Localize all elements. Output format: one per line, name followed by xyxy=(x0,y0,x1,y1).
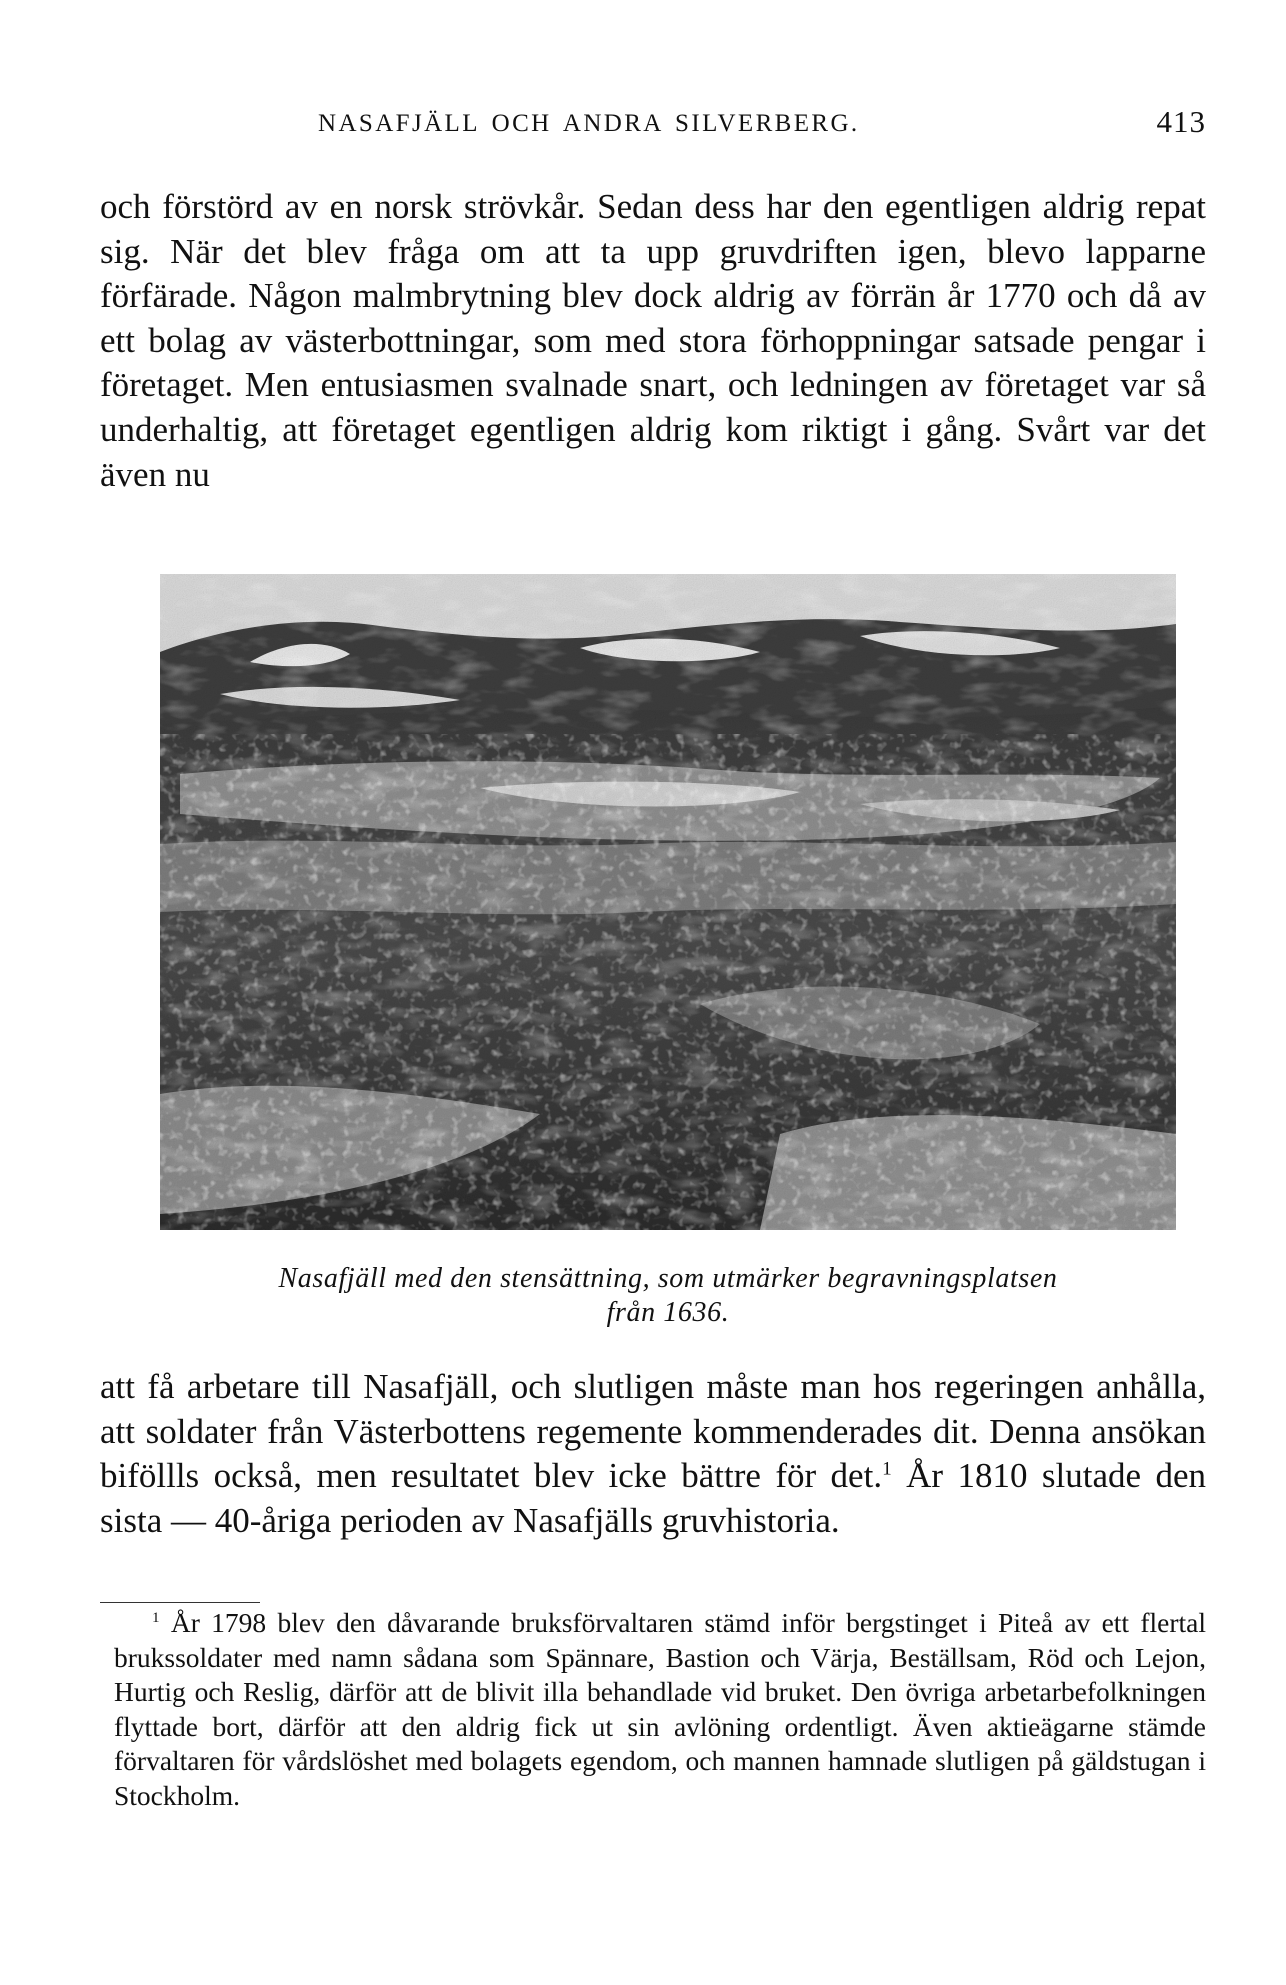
page-number: 413 xyxy=(1156,104,1206,139)
footnote-marker: 1 xyxy=(152,1609,160,1626)
paragraph-2-text-end: År 1810 slutade den sista — 40-åriga perioden av Nasafjälls gruvhistoria. xyxy=(100,1456,1206,1540)
caption-line-2: från 1636. xyxy=(606,1297,730,1328)
footnote xyxy=(114,1606,1206,1813)
figure-caption xyxy=(148,1262,1188,1330)
body-paragraph-2 xyxy=(100,1365,1206,1543)
footnote-body xyxy=(114,1606,1206,1813)
page-header xyxy=(318,104,1206,144)
footnote-text: År 1798 blev den dåvarande bruksförvaltaren stämd inför bergstinget i Piteå av ett flertal brukssoldater med namn sådana som Spännare, Bastion och Värja, Beställsam, Röd och Lejon, Hurtig och Reslig, därför att de blivit illa behandlade vid bruket. Den övriga arbetarbefolkningen flyttade bort, därför att den aldrig fick ut sin avlöning ordentligt. Även aktieägarne stämde förvaltaren för vårdslöshet med bolagets egendom, och mannen hamnade slutligen på gäldstugan i Stockholm. xyxy=(114,1607,1206,1811)
body-paragraph-1: och förstörd av en norsk strövkår. Sedan dess har den egentligen aldrig repat sig. När det blev fråga om att ta upp gruvdriften igen, blevo lapparne förfärade. Någon malmbrytning blev dock aldrig av förrän år 1770 och då av ett bolag av västerbottningar, som med stora förhoppningar satsade pengar i företaget. Men entusiasmen svalnade snart, och ledningen av företaget var så underhaltig, att företaget egentligen aldrig kom riktigt i gång. Svårt var det även nu xyxy=(100,187,1206,494)
caption-line-1: Nasafjäll med den stensättning, som utmärker begravningsplatsen xyxy=(278,1263,1058,1294)
paragraph-2-text: att få arbetare till Nasafjäll, och slutligen måste man hos regeringen anhålla, att soldater från Västerbottens regemente kommenderades dit. Denna ansökan biföllls också, men resultatet blev icke bättre för det. xyxy=(100,1367,1206,1496)
mountain-photograph xyxy=(160,574,1176,1230)
footnote-reference: 1 xyxy=(882,1458,892,1480)
footnote-divider xyxy=(100,1602,260,1603)
running-title: NASAFJÄLL OCH ANDRA SILVERBERG. xyxy=(318,110,860,137)
